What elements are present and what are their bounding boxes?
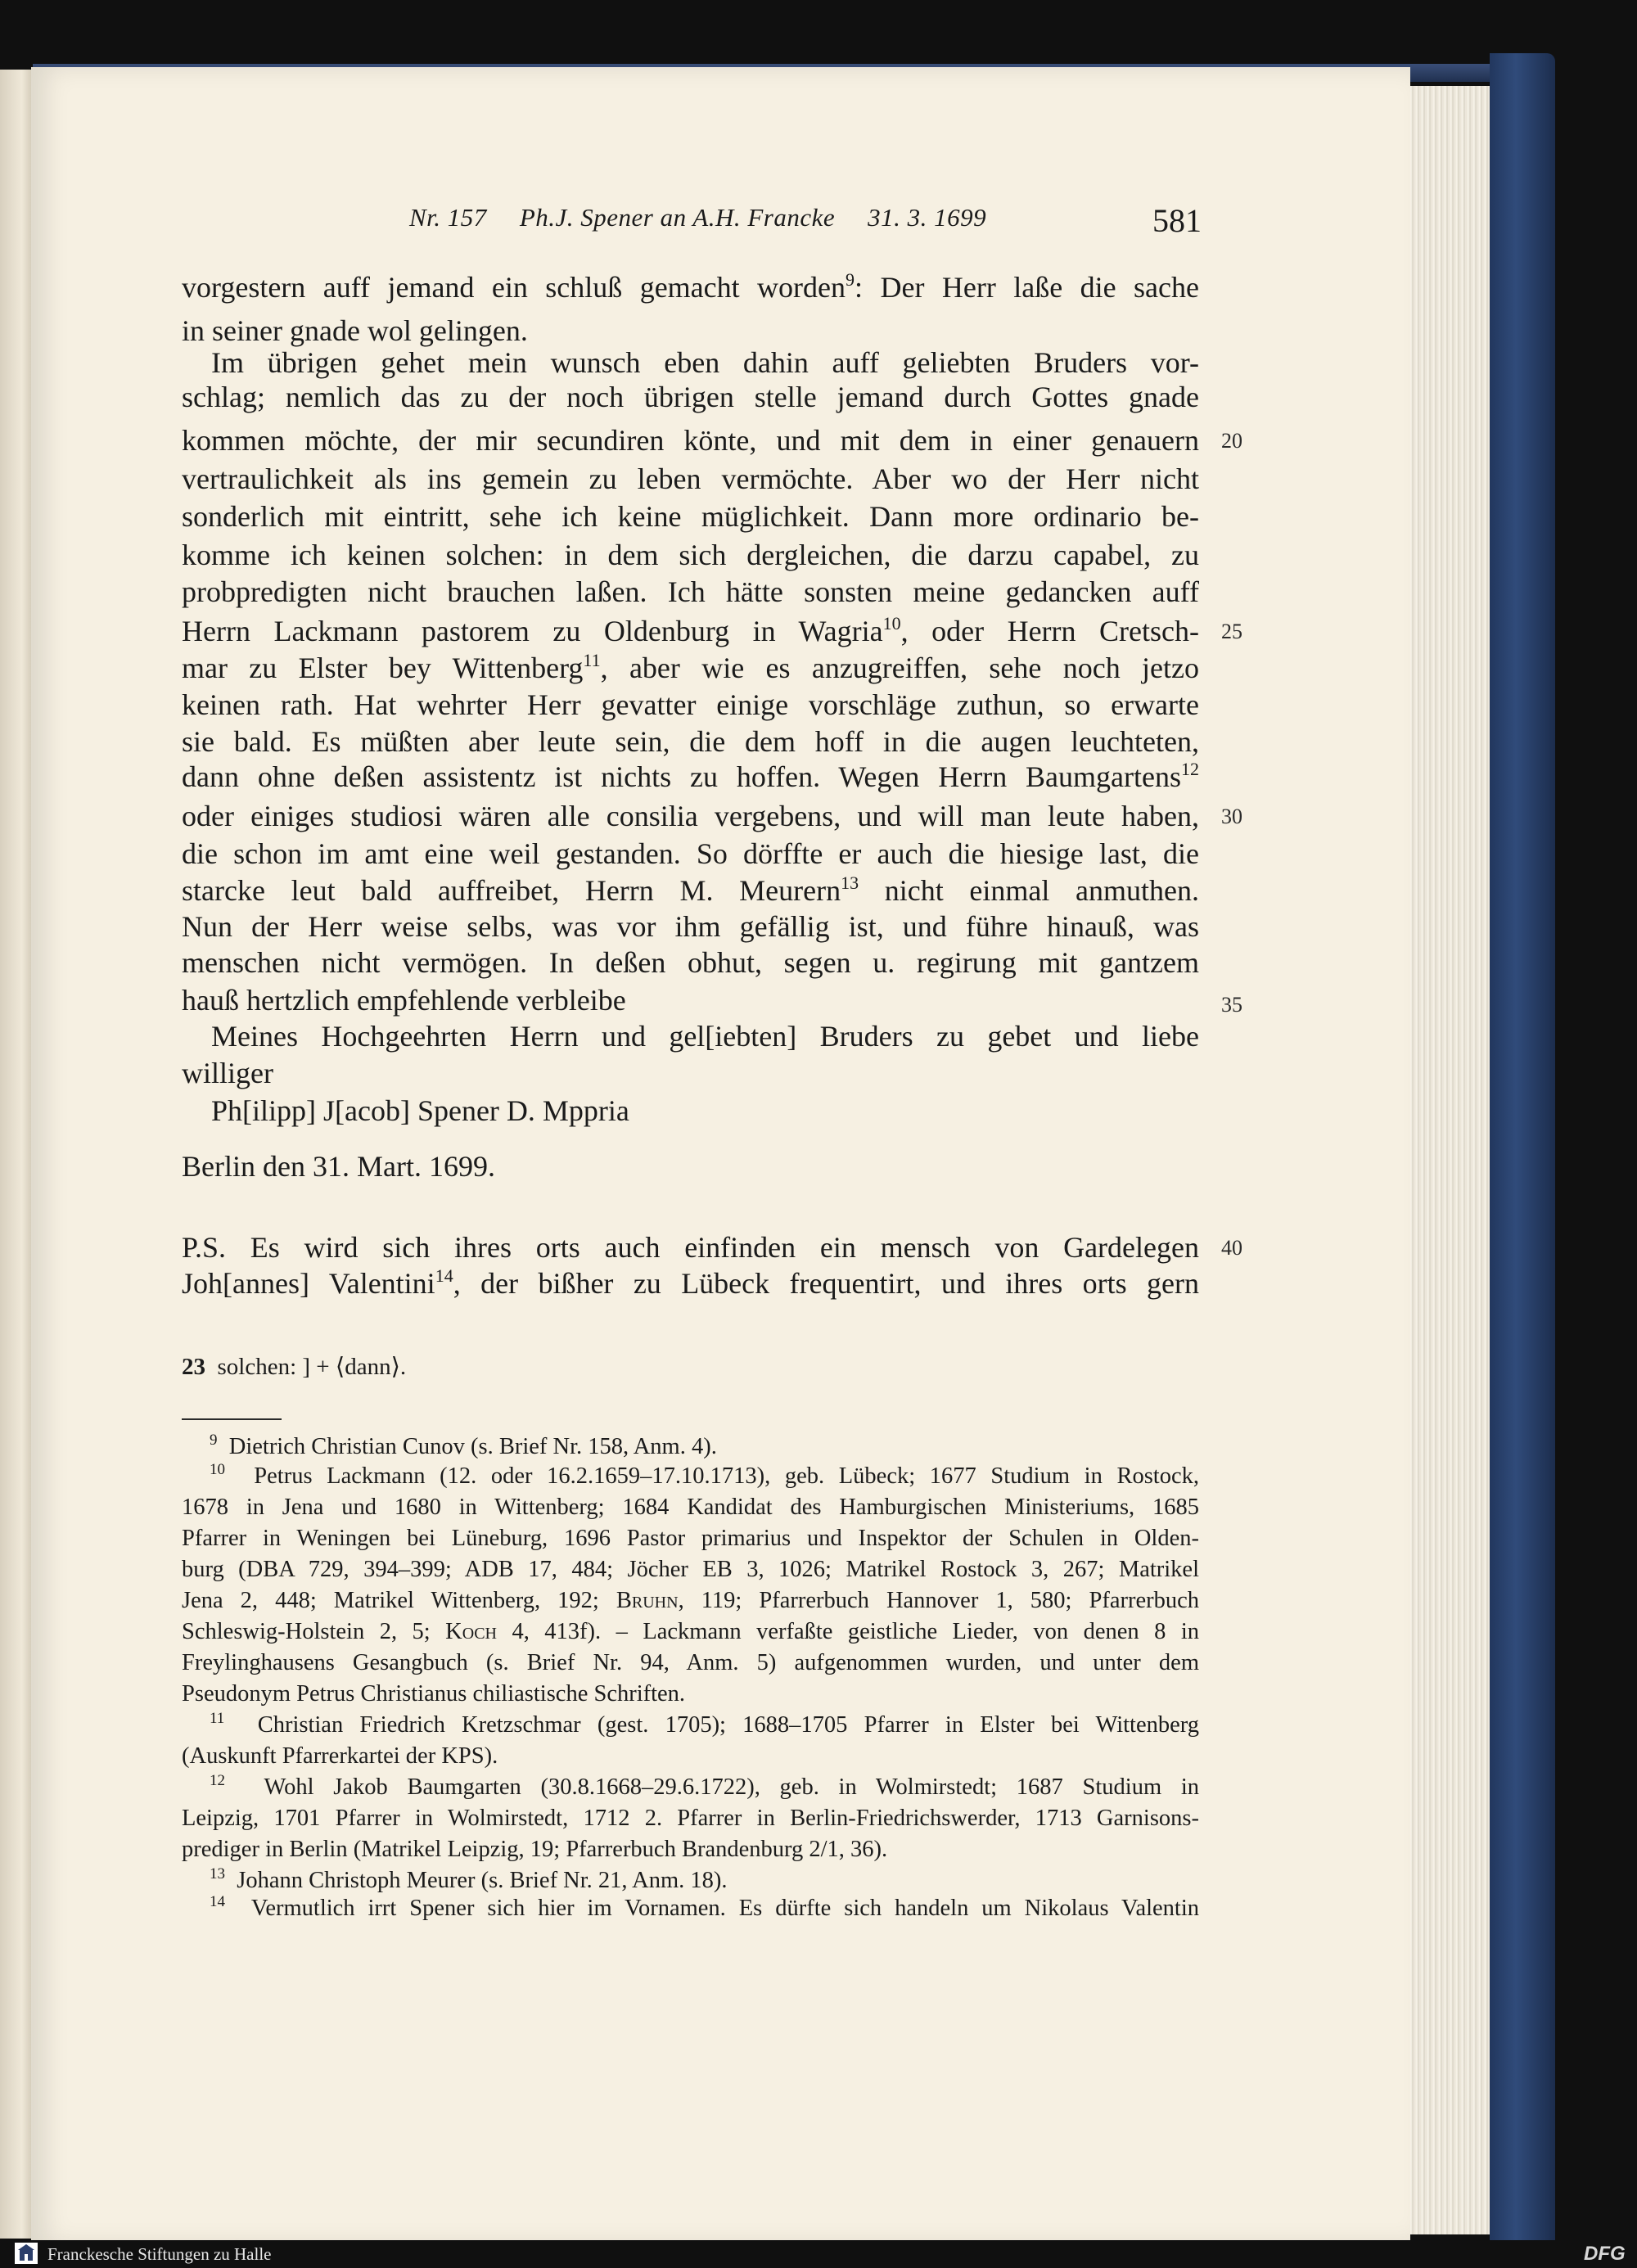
- footnote-12: $^{12}$ Wohl Jakob Baumgarten (30.8.1668–29.6.1722), geb. in Wolmirstedt; 1687 Studium in: [210, 1772, 1200, 1800]
- footnote-ref: 14: [435, 1265, 453, 1286]
- letter-date: 31. 3. 1699: [868, 203, 987, 232]
- footnote-ref: 9: [846, 269, 855, 290]
- correspondents: Ph.J. Spener an A.H. Francke: [519, 203, 836, 232]
- left-page-edge: [0, 70, 31, 2239]
- text-line: komme ich keinen solchen: in dem sich dergleichen, die darzu capabel, zu: [182, 539, 1199, 571]
- footnote-9: $^9$ Dietrich Christian Cunov (s. Brief Nr. 158, Anm. 4).: [210, 1432, 717, 1459]
- footnote-line: (Auskunft Pfarrerkartei der KPS).: [182, 1743, 498, 1769]
- footnote-line: 1678 in Jena und 1680 in Wittenberg; 1684 Kandidat des Hamburgischen Ministeriums, 1685: [182, 1495, 1199, 1520]
- text-line: schlag; nemlich das zu der noch übrigen stelle jemand durch Gottes gnade: [182, 381, 1199, 413]
- footnote-14: $^{14}$ Vermutlich irrt Spener sich hier im Vornamen. Es dürfte sich handeln um Nikolaus Valentin: [210, 1893, 1199, 1921]
- page-number: 581: [1152, 202, 1202, 239]
- footnote-line: Pseudonym Petrus Christianus chiliastische Schriften.: [182, 1681, 686, 1707]
- line-number: 30: [1221, 805, 1242, 828]
- text-line: hauß hertzlich empfehlende verbleibe: [182, 984, 626, 1017]
- line-number: 40: [1221, 1236, 1242, 1260]
- footnote-ref: 12: [1181, 759, 1199, 779]
- book-cover: [1490, 53, 1555, 2255]
- footnote-line: Pfarrer in Weningen bei Lüneburg, 1696 Pastor primarius und Inspektor der Schulen in Olden-: [182, 1526, 1199, 1551]
- text-line: probpredigten nicht brauchen laßen. Ich hätte sonsten meine gedancken auff: [182, 575, 1199, 608]
- text-line: vorgestern auff jemand ein schluß gemacht worden$^9$: Der Herr laße die sache: [182, 269, 1199, 304]
- text-line: P.S. Es wird sich ihres orts auch einfinden ein mensch von Gardelegen: [182, 1231, 1199, 1264]
- text-line: Im übrigen gehet mein wunsch eben dahin auff geliebten Bruders vor-: [211, 346, 1199, 379]
- text-line: starcke leut bald auffreibet, Herrn M. Meurern$^{13}$ nicht einmal anmuthen.: [182, 872, 1200, 907]
- footnote-11: $^{11}$ Christian Friedrich Kretzschmar (gest. 1705); 1688–1705 Pfarrer in Elster bei Wittenberg: [210, 1710, 1200, 1738]
- text-line: williger: [182, 1057, 273, 1089]
- text-line: oder einiges studiosi wären alle consilia vergebens, und will man leute haben,: [182, 800, 1199, 832]
- text-line: die schon im amt eine weil gestanden. So dörffte er auch die hiesige last, die: [182, 837, 1199, 870]
- text-line: kommen möchte, der mir secundiren könte, und mit dem in einer genauern: [182, 424, 1199, 457]
- apparatus-text: solchen: ] + ⟨dann⟩.: [217, 1354, 407, 1380]
- critical-apparatus: [182, 1352, 406, 1381]
- date-line: Berlin den 31. Mart. 1699.: [182, 1150, 495, 1183]
- text-line: Meines Hochgeehrten Herrn und gel[iebten] Bruders zu gebet und liebe: [211, 1020, 1199, 1053]
- signature-line: Ph[ilipp] J[acob] Spener D. Mppria: [211, 1094, 629, 1127]
- text-line: Nun der Herr weise selbs, was vor ihm gefällig ist, und führe hinauß, was: [182, 910, 1199, 943]
- foundation-building-icon: [15, 2243, 38, 2264]
- text-line: Herrn Lackmann pastorem zu Oldenburg in Wagria$^{10}$, oder Herrn Cretsch-: [182, 613, 1199, 647]
- footnote-line: burg (DBA 729, 394–399; ADB 17, 484; Jöcher EB 3, 1026; Matrikel Rostock 3, 267; Matrikel: [182, 1557, 1199, 1582]
- footnote-ref: 11: [583, 650, 601, 670]
- footnote-line: Jena 2, 448; Matrikel Wittenberg, 192; Bruhn, 119; Pfarrerbuch Hannover 1, 580; Pfarrerbuch: [182, 1588, 1199, 1613]
- footnote-line: Schleswig-Holstein 2, 5; Koch 4, 413f). – Lackmann verfaßte geistliche Lieder, von denen 8 in: [182, 1619, 1199, 1644]
- text-line: vertraulichkeit als ins gemein zu leben vermöchte. Aber wo der Herr nicht: [182, 462, 1199, 495]
- text-line: in seiner gnade wol gelingen.: [182, 314, 528, 347]
- text-line: sonderlich mit eintritt, sehe ich keine müglichkeit. Dann more ordinario be-: [182, 500, 1199, 533]
- text-line: sie bald. Es müßten aber leute sein, die dem hoff in die augen leuchteten,: [182, 725, 1199, 758]
- footnote-line: prediger in Berlin (Matrikel Leipzig, 19; Pfarrerbuch Brandenburg 2/1, 36).: [182, 1837, 888, 1862]
- line-number: 25: [1221, 620, 1242, 643]
- footnote-ref: 10: [882, 613, 901, 634]
- text-line: mar zu Elster bey Wittenberg$^{11}$, aber wie es anzugreiffen, sehe noch jetzo: [182, 650, 1199, 684]
- apparatus-line-number: 23: [182, 1354, 205, 1380]
- running-header: [409, 203, 986, 232]
- line-number: 20: [1221, 429, 1242, 453]
- text-line: keinen rath. Hat wehrter Herr gevatter einige vorschläge zuthun, so erwarte: [182, 688, 1199, 721]
- dfg-logo: DFG: [1584, 2243, 1626, 2265]
- institution-credit: Franckesche Stiftungen zu Halle: [47, 2244, 272, 2264]
- text-line: dann ohne deßen assistentz ist nichts zu hoffen. Wegen Herrn Baumgartens$^{12}$: [182, 759, 1199, 793]
- footnote-line: Leipzig, 1701 Pfarrer in Wolmirstedt, 1712 2. Pfarrer in Berlin-Friedrichswerder, 1713 Garnisons-: [182, 1806, 1199, 1831]
- letter-number: Nr. 157: [409, 203, 487, 232]
- footnote-10: $^{10}$ Petrus Lackmann (12. oder 16.2.1659–17.10.1713), geb. Lübeck; 1677 Studium in Rostock,: [210, 1461, 1200, 1489]
- line-number: 35: [1221, 993, 1242, 1017]
- footnote-13: $^{13}$ Johann Christoph Meurer (s. Brief Nr. 21, Anm. 18).: [210, 1865, 728, 1893]
- text-line: menschen nicht vermögen. In deßen obhut, segen u. regirung mit gantzem: [182, 946, 1199, 979]
- text-line: Joh[annes] Valentini$^{14}$, der bißher zu Lübeck frequentirt, und ihres orts gern: [182, 1265, 1200, 1300]
- footnote-separator: [182, 1418, 282, 1420]
- footnote-ref: 13: [841, 872, 859, 893]
- footnote-line: Freylinghausens Gesangbuch (s. Brief Nr. 94, Anm. 5) aufgenommen wurden, und unter dem: [182, 1650, 1199, 1675]
